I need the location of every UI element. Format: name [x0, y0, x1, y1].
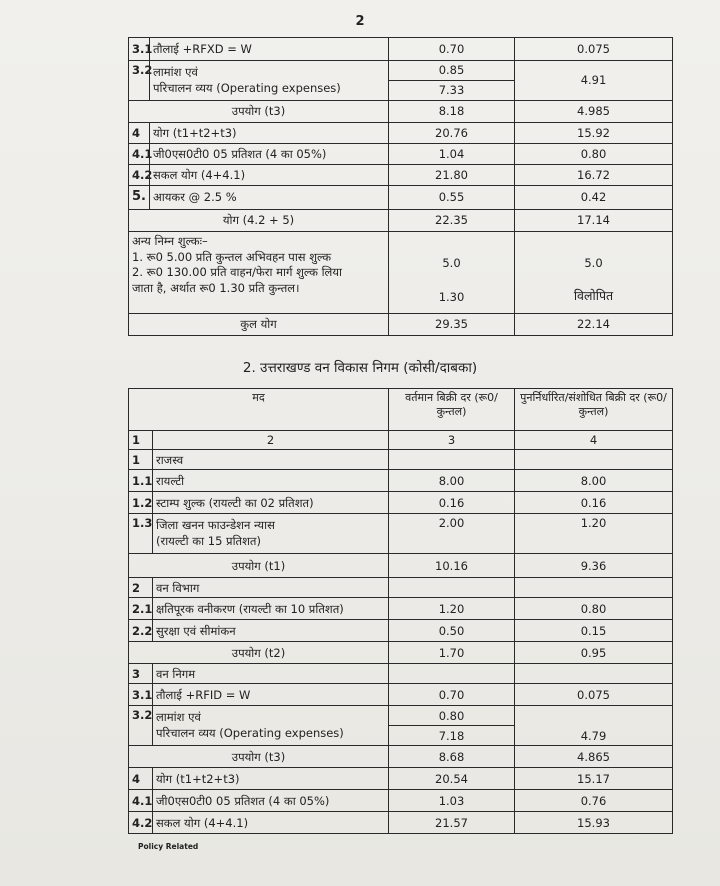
- col-number: 1: [129, 431, 153, 450]
- table-row: [129, 578, 673, 598]
- revised-rate: 16.72: [515, 165, 673, 186]
- revised-rate: 4.79: [515, 706, 673, 746]
- current-rate: 10.16: [389, 554, 515, 578]
- row-number: 1.1: [129, 470, 153, 492]
- revised-rate: 8.00: [515, 470, 673, 492]
- row-number: 3.2: [129, 61, 150, 101]
- table-row: [129, 812, 673, 834]
- revised-rate: 4.865: [515, 746, 673, 768]
- table-row: [129, 123, 673, 144]
- grand-total-label: कुल योग: [129, 314, 389, 336]
- current-rate: 1.04: [389, 144, 515, 165]
- col-number: 4: [515, 431, 673, 450]
- current-rate: 1.20: [389, 598, 515, 620]
- row-number: 4: [129, 768, 153, 790]
- row-label-line1: लामांश एवं: [153, 64, 198, 79]
- table-row: [129, 514, 673, 554]
- row-label-line2: परिचालन व्यय (Operating expenses): [153, 80, 341, 95]
- revised-rate-route: विलोपित: [573, 288, 614, 304]
- row-label: [153, 514, 389, 554]
- table-row: [129, 101, 673, 123]
- table-row: [129, 144, 673, 165]
- subtotal-label: उपयोग (t2): [129, 642, 389, 664]
- row-label: योग (t1+t2+t3): [153, 768, 389, 790]
- row-label: सकल योग (4+4.1): [153, 812, 389, 834]
- row-label-line2: (रायल्टी का 15 प्रतिशत): [156, 533, 261, 548]
- table-row: [129, 620, 673, 642]
- revised-rate: 22.14: [515, 314, 673, 336]
- current-rate: [389, 664, 515, 684]
- revised-rate: 15.17: [515, 768, 673, 790]
- subtotal-label: योग (4.2 + 5): [129, 210, 389, 232]
- row-number: 1: [129, 450, 153, 470]
- revised-rate: 0.42: [515, 186, 673, 210]
- table-row: [129, 598, 673, 620]
- table-row: [129, 210, 673, 232]
- table-header-row: [129, 389, 673, 431]
- current-rate: 0.70: [389, 38, 515, 61]
- header-item: मद: [129, 389, 389, 431]
- table-row: [129, 492, 673, 514]
- note-line: अन्य निम्न शुल्कः–: [132, 234, 208, 248]
- rate-table-continued: [128, 37, 673, 336]
- col-number: 2: [153, 431, 389, 450]
- current-rate: 21.57: [389, 812, 515, 834]
- other-charges-note: [129, 232, 389, 314]
- row-label: तौलाई +RFXD = W: [150, 38, 389, 61]
- current-rate-part1: 0.80: [389, 706, 515, 726]
- current-rate: 8.00: [389, 470, 515, 492]
- current-rate: 8.18: [389, 101, 515, 123]
- current-rate-part2: 7.18: [389, 726, 515, 746]
- row-number: 4.1: [129, 144, 150, 165]
- row-label: सुरक्षा एवं सीमांकन: [153, 620, 389, 642]
- row-number: 4: [129, 123, 150, 144]
- current-rate: 20.54: [389, 768, 515, 790]
- row-label: रायल्टी: [153, 470, 389, 492]
- note-line: 2. रू0 130.00 प्रति वाहन/फेरा मार्ग शुल्क लिया: [132, 265, 343, 280]
- revised-rate: [515, 664, 673, 684]
- current-rate: 1.03: [389, 790, 515, 812]
- rate-table-kosi-dabka: [128, 388, 673, 834]
- row-number: 5.: [129, 186, 150, 210]
- revised-rate: 0.075: [515, 38, 673, 61]
- row-label: [150, 61, 389, 101]
- row-number: 2.2: [129, 620, 153, 642]
- table-row: [129, 554, 673, 578]
- table-row: [129, 706, 673, 726]
- revised-rate: 0.95: [515, 642, 673, 664]
- revised-rate: 0.075: [515, 684, 673, 706]
- table-row: [129, 450, 673, 470]
- row-label: जी0एस0टी0 05 प्रतिशत (4 का 05%): [153, 790, 389, 812]
- row-label: राजस्व: [153, 450, 389, 470]
- col-number: 3: [389, 431, 515, 450]
- table-row: [129, 746, 673, 768]
- revised-rate: 0.76: [515, 790, 673, 812]
- row-label: स्टाम्प शुल्क (रायल्टी का 02 प्रतिशत): [153, 492, 389, 514]
- current-rate: 0.50: [389, 620, 515, 642]
- row-number: 3.2: [129, 706, 153, 746]
- table-row: [129, 314, 673, 336]
- row-number: 1.2: [129, 492, 153, 514]
- revised-rate: [515, 232, 673, 314]
- table-row: [129, 470, 673, 492]
- revised-rate: 4.985: [515, 101, 673, 123]
- current-rate: [389, 578, 515, 598]
- header-current-rate: वर्तमान बिक्री दर (रू0/कुन्तल): [389, 389, 515, 431]
- row-number: 3.1: [129, 38, 150, 61]
- table-row: [129, 664, 673, 684]
- footer-note: Policy Related: [138, 842, 199, 851]
- current-rate: 2.00: [389, 514, 515, 554]
- note-line: जाता है, अर्थात रू0 1.30 प्रति कुन्तल।: [132, 280, 300, 295]
- current-rate: 8.68: [389, 746, 515, 768]
- row-number: 4.1: [129, 790, 153, 812]
- row-label: वन निगम: [153, 664, 389, 684]
- table-row: [129, 38, 673, 61]
- current-rate: 1.70: [389, 642, 515, 664]
- row-number: 1.3: [129, 514, 153, 554]
- row-label: तौलाई +RFID = W: [153, 684, 389, 706]
- row-label: आयकर @ 2.5 %: [150, 186, 389, 210]
- revised-rate: 1.20: [515, 514, 673, 554]
- current-rate: 20.76: [389, 123, 515, 144]
- subtotal-label: उपयोग (t1): [129, 554, 389, 578]
- revised-rate: [515, 450, 673, 470]
- current-rate: 0.70: [389, 684, 515, 706]
- revised-rate: 4.91: [515, 61, 673, 101]
- table-row: [129, 186, 673, 210]
- revised-rate: 0.80: [515, 598, 673, 620]
- row-number: 2: [129, 578, 153, 598]
- revised-rate: 9.36: [515, 554, 673, 578]
- subtotal-label: उपयोग (t3): [129, 101, 389, 123]
- current-rate: 29.35: [389, 314, 515, 336]
- revised-rate: 0.16: [515, 492, 673, 514]
- current-rate: 21.80: [389, 165, 515, 186]
- table-row: [129, 768, 673, 790]
- page-number: 2: [355, 14, 365, 29]
- table-row: [129, 232, 673, 314]
- current-rate-part1: 0.85: [389, 61, 515, 81]
- table-row: [129, 790, 673, 812]
- current-rate-part2: 7.33: [389, 81, 515, 101]
- revised-rate: [515, 578, 673, 598]
- row-number: 4.2: [129, 165, 150, 186]
- current-rate: [389, 232, 515, 314]
- table-row: [129, 642, 673, 664]
- row-label: [153, 706, 389, 746]
- row-label-line1: लामांश एवं: [156, 710, 201, 725]
- table-row: [129, 165, 673, 186]
- subtotal-label: उपयोग (t3): [129, 746, 389, 768]
- current-rate: 0.16: [389, 492, 515, 514]
- revised-rate: 0.15: [515, 620, 673, 642]
- note-line: 1. रू0 5.00 प्रति कुन्तल अभिवहन पास शुल्क: [132, 249, 332, 264]
- row-label: योग (t1+t2+t3): [150, 123, 389, 144]
- current-rate-transit: 5.0: [442, 256, 461, 270]
- current-rate: 22.35: [389, 210, 515, 232]
- table-row: [129, 61, 673, 81]
- row-number: 3.1: [129, 684, 153, 706]
- current-rate-route: 1.30: [438, 290, 465, 305]
- revised-rate: 0.80: [515, 144, 673, 165]
- row-number: 4.2: [129, 812, 153, 834]
- row-label-line2: परिचालन व्यय (Operating expenses): [156, 725, 344, 740]
- column-number-row: [129, 431, 673, 450]
- row-label: क्षतिपूरक वनीकरण (रायल्टी का 10 प्रतिशत): [153, 598, 389, 620]
- row-label-line1: जिला खनन फाउन्डेशन न्यास: [156, 518, 275, 533]
- current-rate: [389, 450, 515, 470]
- section-title: 2. उत्तराखण्ड वन विकास निगम (कोसी/दाबका): [242, 360, 478, 376]
- revised-rate-transit: 5.0: [584, 256, 603, 270]
- row-label: सकल योग (4+4.1): [150, 165, 389, 186]
- current-rate: 0.55: [389, 186, 515, 210]
- row-label: जी0एस0टी0 05 प्रतिशत (4 का 05%): [150, 144, 389, 165]
- row-number: 2.1: [129, 598, 153, 620]
- table-row: [129, 684, 673, 706]
- revised-rate: 15.93: [515, 812, 673, 834]
- row-label: वन विभाग: [153, 578, 389, 598]
- row-number: 3: [129, 664, 153, 684]
- revised-rate: 15.92: [515, 123, 673, 144]
- revised-rate: 17.14: [515, 210, 673, 232]
- header-revised-rate: पुनर्निर्धारित/संशोधित बिक्री दर (रू0/कुन्तल): [515, 389, 673, 431]
